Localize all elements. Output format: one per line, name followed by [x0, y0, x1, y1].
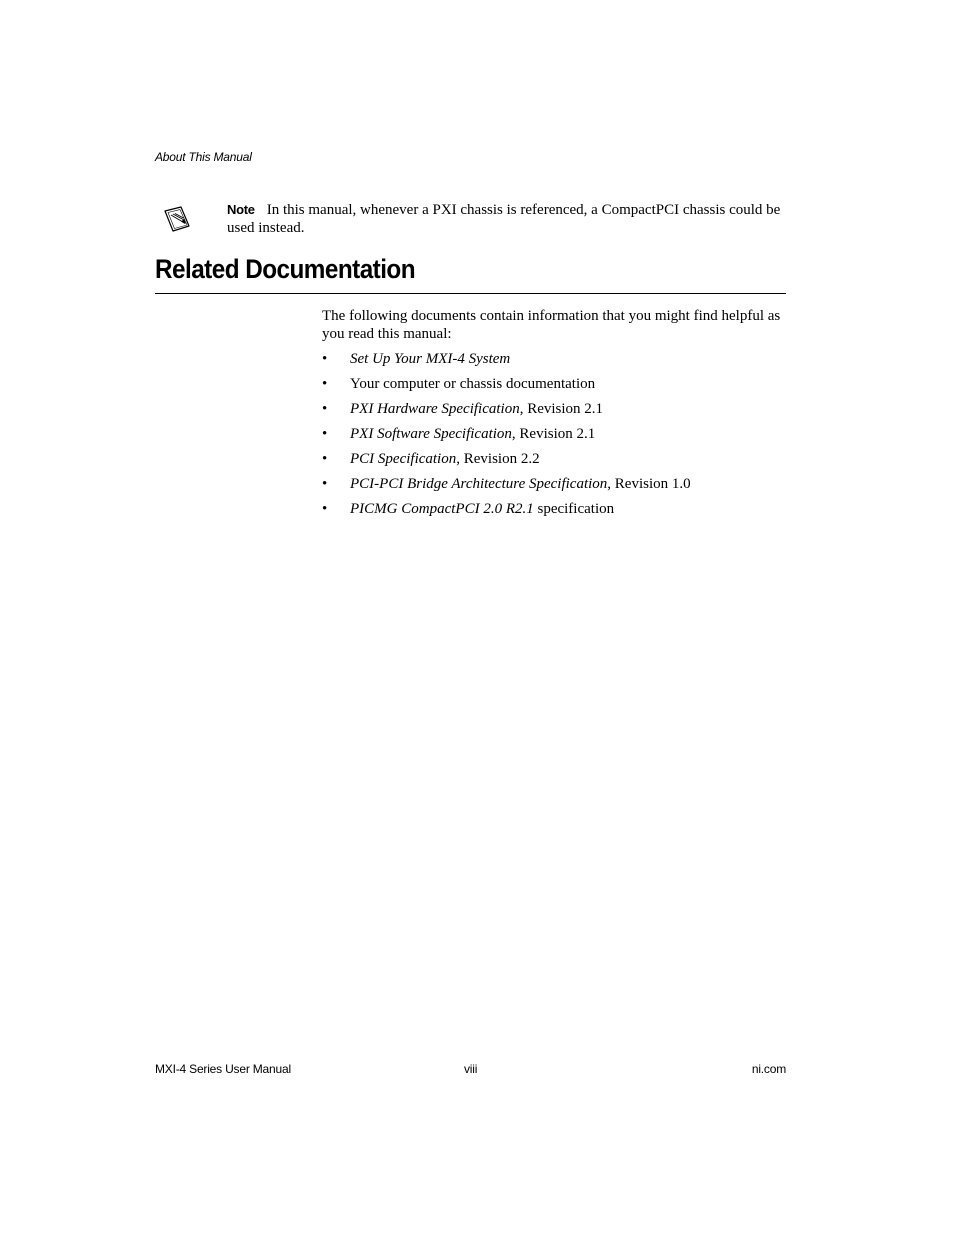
doc-detail: , Revision 2.1 — [511, 426, 596, 442]
doc-title: PICMG CompactPCI 2.0 R2.1 — [350, 501, 534, 517]
bullet: • — [322, 376, 328, 392]
doc-title: PXI Hardware Specification — [350, 401, 520, 417]
footer-manual-name: MXI-4 Series User Manual — [155, 1062, 291, 1076]
note-block — [227, 201, 797, 237]
list-item — [322, 500, 691, 525]
bullet: • — [322, 501, 328, 517]
footer-website: ni.com — [751, 1062, 786, 1076]
list-item — [322, 400, 691, 425]
doc-detail: specification — [533, 501, 615, 517]
section-intro: The following documents contain information that you might find helpful as you read this manual: — [322, 308, 781, 342]
list-item — [322, 425, 691, 450]
bullet: • — [322, 401, 328, 417]
bullet: • — [322, 351, 328, 367]
doc-title: Set Up Your MXI-4 System — [350, 351, 511, 367]
doc-detail: , Revision 2.1 — [519, 401, 604, 417]
doc-detail: , Revision 2.2 — [456, 451, 540, 467]
note-text: In this manual, whenever a PXI chassis is referenced, a CompactPCI chassis could be used instead. — [227, 202, 781, 236]
section-title: Related Documentation — [155, 254, 416, 284]
list-item — [322, 450, 691, 475]
doc-title: PXI Software Specification — [350, 426, 512, 442]
list-item — [322, 350, 691, 375]
list-item — [322, 375, 691, 400]
doc-title: PCI-PCI Bridge Architecture Specification — [350, 476, 608, 492]
note-pencil-icon — [162, 205, 192, 233]
doc-detail: Your computer or chassis documentation — [350, 376, 596, 392]
doc-title: PCI Specification — [350, 451, 457, 467]
footer-page-number: viii — [464, 1062, 478, 1076]
bullet: • — [322, 451, 328, 467]
bullet: • — [322, 476, 328, 492]
doc-detail: , Revision 1.0 — [607, 476, 691, 492]
note-label: Note — [227, 202, 255, 217]
running-head: About This Manual — [155, 150, 252, 164]
bullet: • — [322, 426, 328, 442]
list-item — [322, 475, 691, 500]
title-rule — [155, 293, 786, 294]
related-docs-list — [322, 350, 691, 525]
